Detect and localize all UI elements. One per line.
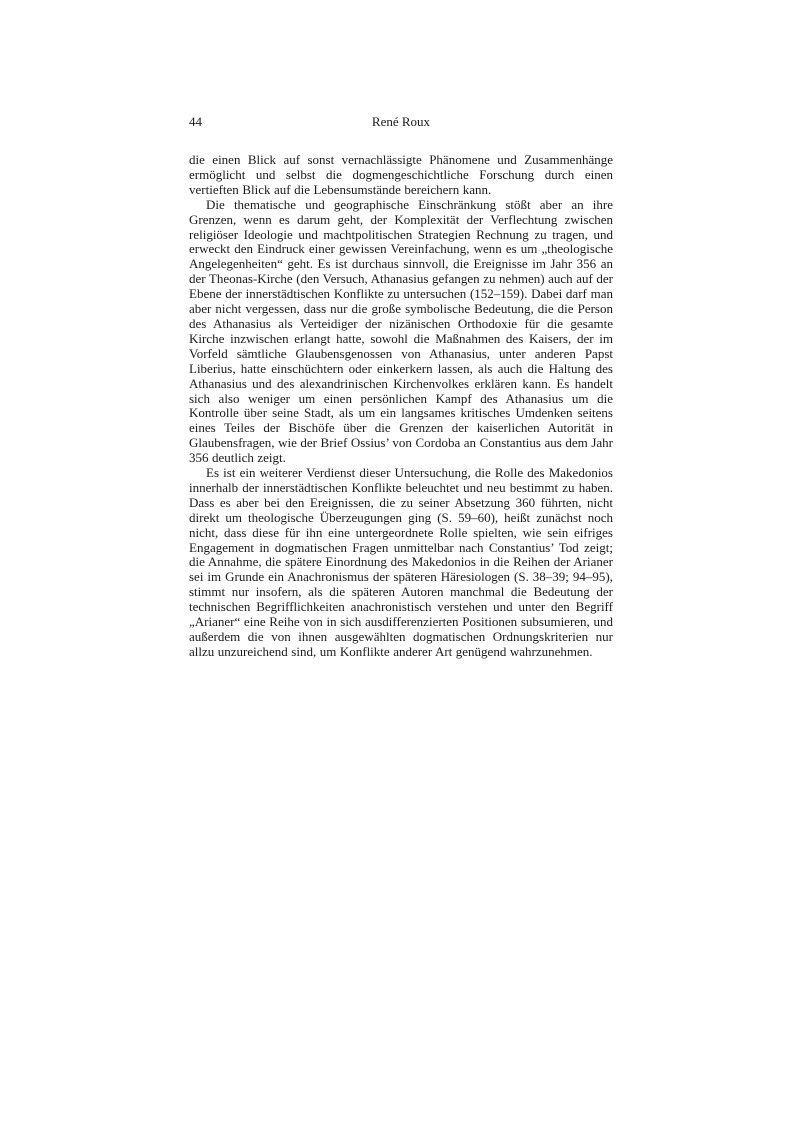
paragraph: Die thematische und geographische Einschränkung stößt aber an ihre Grenzen, wenn es darum geht, der Komplexität der Verflechtung zwischen religiöser Ideologie und machtpolitischen Strategien Rechnung zu tragen, und erweckt den Eindruck einer gewissen Vereinfachung, wenn es um „theologische Angelegenheiten“ geht. Es ist durchaus sinnvoll, die Ereignisse im Jahr 356 an der Theonas-Kirche (den Versuch, Athanasius gefangen zu nehmen) auch auf der Ebene der innerstädtischen Konflikte zu untersuchen (152–159). Dabei darf man aber nicht vergessen, dass nur die große symbolische Bedeutung, die die Person des Athanasius als Verteidiger der nizänischen Orthodoxie für die gesamte Kirche inzwischen erlangt hatte, sowohl die Maßnahmen des Kaisers, der im Vorfeld sämtliche Glaubensgenossen von Athanasius, unter anderen Papst Liberius, hatte einschüchtern oder einkerkern lassen, als auch die Haltung des Athanasius und des alexandrinischen Kirchenvolkes erklären kann. Es handelt sich also weniger um einen persönlichen Kampf des Athanasius um die Kontrolle über seine Stadt, als um ein langsames kritisches Umdenken seitens eines Teiles der Bischöfe über die Grenzen der kaiserlichen Autorität in Glaubensfragen, wie der Brief Ossius’ von Cordoba an Constantius aus dem Jahr 356 deutlich zeigt.	[189, 196, 613, 466]
paragraph: Es ist ein weiterer Verdienst dieser Untersuchung, die Rolle des Makedonios innerhalb der innerstädtischen Konflikte beleuchtet und neu bestimmt zu haben. Dass es aber bei den Ereignissen, die zu seiner Absetzung 360 führten, nicht direkt um theologische Überzeugungen ging (S. 59–60), heißt zunächst noch nicht, dass diese für ihn eine untergeordnete Rolle spielten, wie sein eifriges Engagement in dogmatischen Fragen unmittelbar nach Constantius’ Tod zeigt; die Annahme, die spätere Einordnung des Makedonios in die Reihen der Arianer sei im Grunde ein Anachronismus der späteren Häresiologen (S. 38–39; 94–95), stimmt nur insofern, als die späteren Autoren manchmal die Bedeutung der technischen Begrifflichkeiten anachronistisch verstehen und unter den Begriff „Arianer“ eine Reihe von in sich ausdifferenzierten Positionen subsumieren, und außerdem die von ihnen ausgewählten dogmatischen Ordnungskriterien nur allzu unzureichend sind, um Konflikte anderer Art genügend wahrzunehmen.	[189, 465, 613, 659]
running-header: René Roux	[371, 114, 431, 129]
page-header	[189, 114, 613, 130]
page-number: 44	[189, 114, 202, 129]
page-content	[189, 114, 613, 660]
page-body	[189, 153, 613, 660]
paragraph: die einen Blick auf sonst vernachlässigte Phänomene und Zusammenhänge ermöglicht und selbst die dogmengeschichtliche Forschung durch einen vertieften Blick auf die Lebensumstände bereichern kann.	[189, 152, 613, 197]
